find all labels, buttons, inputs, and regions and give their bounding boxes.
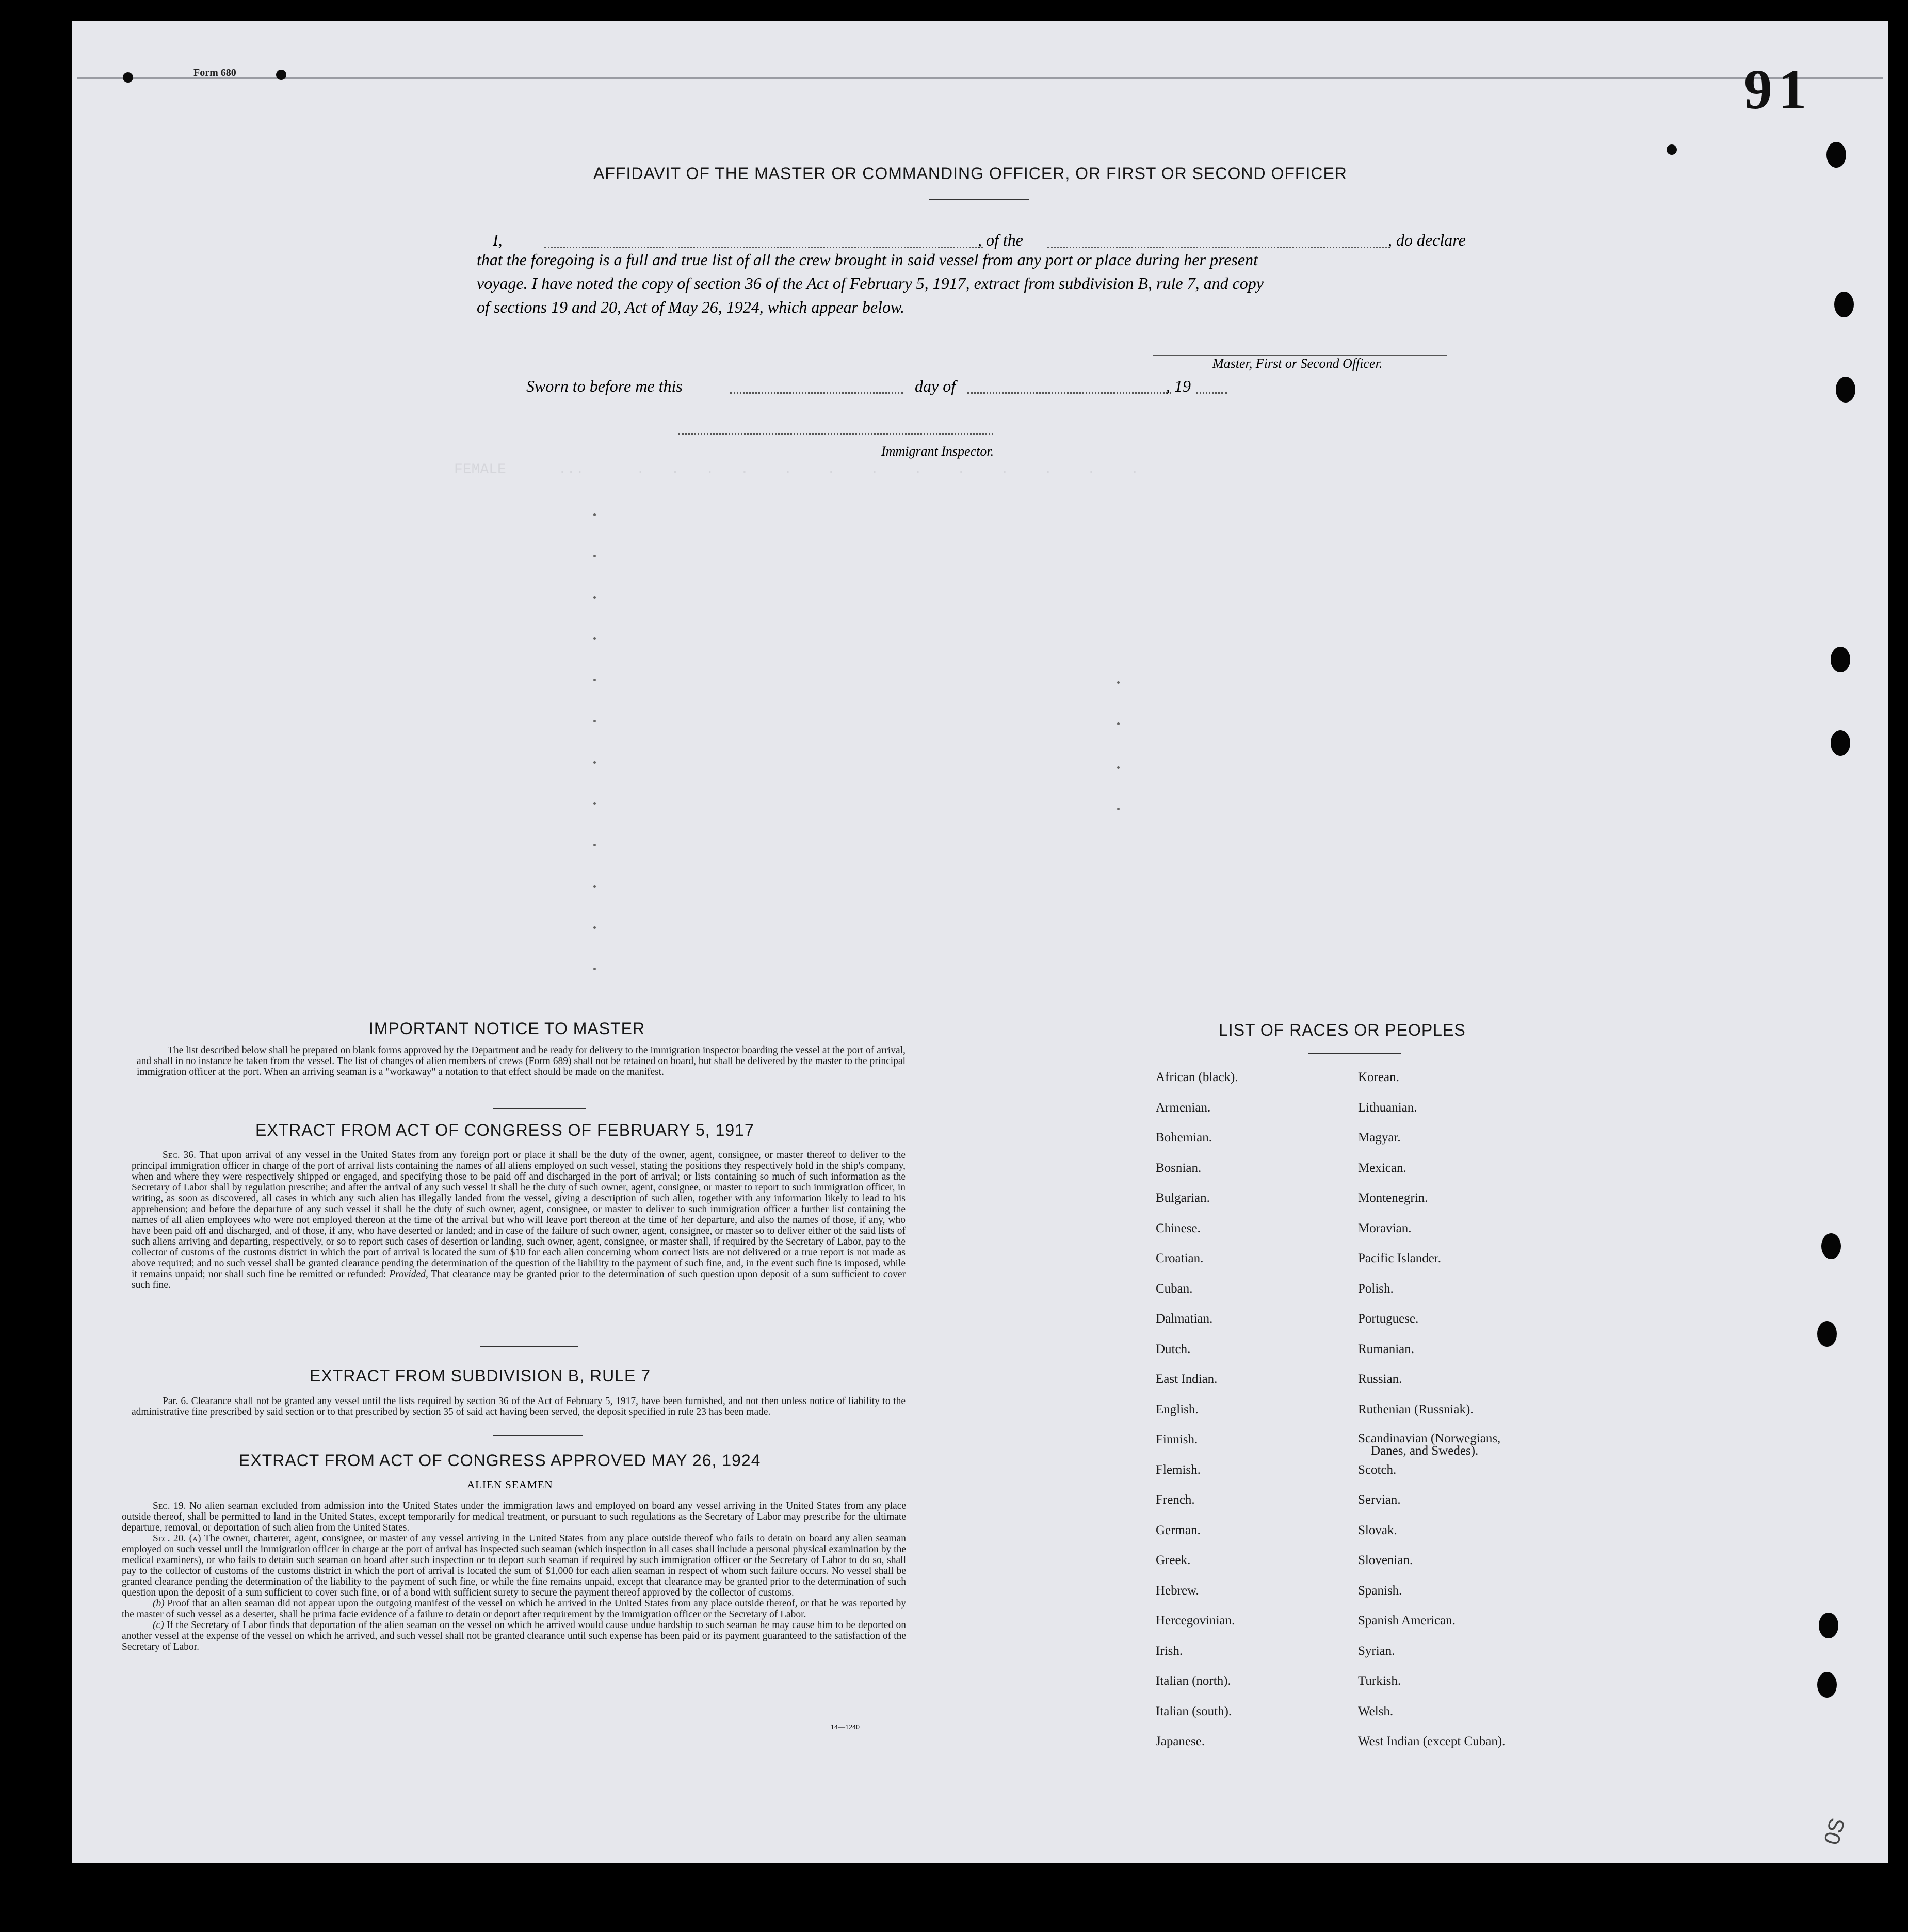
sworn-month-blank[interactable] bbox=[967, 392, 1171, 394]
race-entry: Dalmatian. bbox=[1156, 1312, 1213, 1326]
sec-20c-text: If the Secretary of Labor finds that deportation of the alien seaman on the vessel on which he arrived would cause undue hardship to such seaman he may cause him to be deported on another vessel at the expense of the vessel on which he arrived, and such vessel shall not be granted clearance until such expense has been paid or its payment guaranteed to the satisfaction of the Secretary of Labor. bbox=[122, 1620, 906, 1652]
sec-19-text: No alien seaman excluded from admission into the United States under the immigration laws and employed on board any vessel arriving in the United States from any place outside thereof, shall be permitted to land in the United States, except temporarily for medical treatment, or pursuant to such regulations as the Secretary of Labor may prescribe for the ultimate departure, removal, or deportation of such alien from the United States. bbox=[122, 1501, 906, 1533]
binder-mark bbox=[123, 72, 133, 83]
bleed-dot bbox=[1117, 808, 1120, 810]
race-entry: Croatian. bbox=[1156, 1251, 1204, 1265]
race-entry: Korean. bbox=[1358, 1070, 1399, 1084]
race-entry: Servian. bbox=[1358, 1493, 1401, 1507]
sworn-label: Sworn to before me this bbox=[526, 377, 683, 395]
race-entry: Bosnian. bbox=[1156, 1161, 1202, 1175]
punch-hole bbox=[1826, 142, 1846, 168]
bleed-dot bbox=[593, 802, 596, 805]
day-of-label: day of bbox=[915, 377, 956, 395]
bleed-dot bbox=[593, 637, 596, 640]
race-entry: Flemish. bbox=[1156, 1462, 1201, 1477]
sec-20a-text: The owner, charterer, agent, consignee, or master of any vessel arriving in the United States from any place outside thereof who fails to detain on board any alien seaman employed on such vessel until the immigration officer in charge at the port of arrival has inspected such seaman (which inspection in all cases shall include a personal physical examination by the medical examiners), or who fails to detain such seaman on board after such inspection or to deport such seaman if required by such immigration officer or the Secretary of Labor to do so, shall pay to the collector of customs of the customs district in which the port of arrival is located the sum of $1,000 for each alien seaman in respect of whom such failure occurs. No vessel shall be granted clearance pending the determination of the liability to the payment of such fine, or while the fine remains unpaid, except that clearance may be granted prior to the determination of such question upon the deposit of a sum sufficient to cover such fine, or of a bond with sufficient surety to secure the payment thereof approved by the collector of customs. bbox=[122, 1533, 906, 1598]
extract-1917-title: EXTRACT FROM ACT OF CONGRESS OF FEBRUARY 5, 1917 bbox=[255, 1121, 754, 1139]
race-entry: Irish. bbox=[1156, 1644, 1183, 1658]
race-entry: Cuban. bbox=[1156, 1281, 1193, 1296]
do-declare-label: , do declare bbox=[1388, 231, 1466, 249]
punch-hole bbox=[1817, 1672, 1837, 1698]
alien-seamen-subtitle: ALIEN SEAMEN bbox=[467, 1478, 553, 1491]
proviso-label: Provided, bbox=[389, 1269, 428, 1280]
race-entry: French. bbox=[1156, 1493, 1195, 1507]
i-label: I, bbox=[493, 231, 503, 249]
sec-36-text: That upon arrival of any vessel in the United States from any foreign port or place it shall be the duty of the owner, agent, consignee, or master thereof to deliver to the principal immigration officer in charge of the port of arrival lists containing the names of all aliens employed on such vessel, stating the positions they respectively hold in the ship's company, when and where they were respectively shipped or engaged, and specifying those to be paid off and discharged in the port of arrival; or lists containing so much of such information as the Secretary of Labor shall by regulation prescribe; and after the arrival of any such vessel it shall be the duty of such owner, agent, consignee, or master to report to such immigration officer, in writing, as soon as discovered, all cases in which any such alien has illegally landed from the vessel, giving a description of such alien, together with any information likely to lead to his apprehension; and before the departure of any such vessel it shall be the duty of such owner, agent, consignee, or master to deliver to such immigration officer a further list containing the names of all alien employees who were not employed thereon at the time of the arrival but who will leave port thereon at the time of her departure, and also the names of those, if any, who have been paid off and discharged, and of those, if any, who have deserted or landed; and in case of the failure of such owner, agent, consignee, or master so to deliver either of the said lists of such aliens arriving and departing, respectively, or so to report such cases of desertion or landing, such owner, agent, consignee, or master shall, if required by the Secretary of Labor, pay to the collector of customs of the customs district in which the port of arrival is located the sum of $10 for each alien concerning whom correct lists are not delivered or a true report is not made as above required; and no such vessel shall be granted clearance pending the determination of the question of the liability to the payment of such fine, and, in the event such fine is imposed, while it remains unpaid; nor shall such fine be remitted or refunded: bbox=[132, 1150, 906, 1280]
punch-hole bbox=[1836, 377, 1855, 403]
punch-hole bbox=[1831, 647, 1850, 672]
sec-36-label: Sec. 36. bbox=[163, 1150, 196, 1161]
race-entry: Lithuanian. bbox=[1358, 1100, 1417, 1115]
race-entry: Spanish. bbox=[1358, 1583, 1402, 1598]
race-entry: Italian (north). bbox=[1156, 1674, 1231, 1688]
punch-hole bbox=[1821, 1233, 1841, 1259]
race-entry: Finnish. bbox=[1156, 1432, 1198, 1446]
race-entry: Moravian. bbox=[1358, 1221, 1412, 1235]
declaration-line: of sections 19 and 20, Act of May 26, 1924, which appear below. bbox=[477, 298, 904, 316]
bleed-dot bbox=[593, 513, 596, 516]
races-title: LIST OF RACES OR PEOPLES bbox=[1219, 1021, 1466, 1039]
bleed-dot bbox=[593, 596, 596, 599]
race-entry: Russian. bbox=[1358, 1372, 1402, 1386]
race-entry: Mexican. bbox=[1358, 1161, 1406, 1175]
race-entry: Pacific Islander. bbox=[1358, 1251, 1442, 1265]
race-entry: Ruthenian (Russniak). bbox=[1358, 1402, 1474, 1416]
binder-mark bbox=[276, 70, 286, 80]
extract-1917-body bbox=[132, 1150, 906, 1291]
bleed-dot bbox=[593, 555, 596, 557]
printer-code: 14—1240 bbox=[831, 1724, 860, 1731]
extract-rule7-rule bbox=[493, 1435, 583, 1436]
bleed-dot bbox=[1117, 722, 1120, 725]
race-entry: Polish. bbox=[1358, 1281, 1394, 1296]
race-entry: Bohemian. bbox=[1156, 1131, 1212, 1145]
form-number: Form 680 bbox=[193, 67, 236, 78]
race-entry: Welsh. bbox=[1358, 1704, 1394, 1718]
inspector-label: Immigrant Inspector. bbox=[881, 444, 994, 459]
race-entry: Slovak. bbox=[1358, 1523, 1397, 1537]
race-entry: Scandinavian (Norwegians, Danes, and Swedes). bbox=[1358, 1431, 1501, 1458]
year-prefix: , 19 bbox=[1166, 377, 1191, 395]
declaration-line: that the foregoing is a full and true list of all the crew brought in said vessel from any port or place during her present bbox=[477, 250, 1258, 269]
extract-1924-body bbox=[122, 1501, 906, 1652]
bleed-dot bbox=[1117, 681, 1120, 684]
race-entry: West Indian (except Cuban). bbox=[1358, 1734, 1506, 1748]
sec-20b-label: (b) bbox=[153, 1598, 165, 1609]
sheet-edge bbox=[77, 77, 1883, 79]
punch-hole bbox=[1819, 1613, 1838, 1638]
bleed-dot bbox=[593, 926, 596, 929]
bleed-dot bbox=[1117, 766, 1120, 769]
race-entry: Spanish American. bbox=[1358, 1614, 1456, 1628]
of-the-label: , of the bbox=[978, 231, 1023, 249]
extract-rule7-title: EXTRACT FROM SUBDIVISION B, RULE 7 bbox=[310, 1366, 651, 1385]
extract-1917-rule bbox=[480, 1346, 578, 1347]
race-entry: Rumanian. bbox=[1358, 1342, 1415, 1356]
bleed-dot bbox=[593, 679, 596, 681]
race-entry: English. bbox=[1156, 1402, 1199, 1416]
race-entry: Hebrew. bbox=[1156, 1583, 1199, 1598]
extract-rule7-body: Par. 6. Clearance shall not be granted any vessel until the lists required by section 36 of the Act of February 5, 1917, have been furnished, and not then unless notice of liability to the administrative fine prescribed by said section or to that prescribed by section 35 of said act having been served, the deposit specified in rule 23 has been made. bbox=[132, 1396, 906, 1418]
punch-hole bbox=[1817, 1321, 1837, 1347]
bleed-dot bbox=[593, 968, 596, 970]
race-entry: Chinese. bbox=[1156, 1221, 1201, 1235]
declaration-text bbox=[477, 248, 1483, 319]
page-edge-number: 0S bbox=[1819, 1815, 1850, 1847]
race-entry: Scotch. bbox=[1358, 1462, 1397, 1477]
binder-mark bbox=[1667, 144, 1677, 155]
race-entry: Hercegovinian. bbox=[1156, 1614, 1235, 1628]
sec-20a-label: Sec. 20. (a) bbox=[153, 1533, 201, 1544]
race-entry: Portuguese. bbox=[1358, 1312, 1419, 1326]
race-entry: Bulgarian. bbox=[1156, 1191, 1210, 1205]
declaration-line: voyage. I have noted the copy of section 36 of the Act of February 5, 1917, extract from subdivision B, rule 7, and copy bbox=[477, 274, 1264, 293]
race-entry: East Indian. bbox=[1156, 1372, 1218, 1386]
bleed-dot bbox=[593, 761, 596, 764]
race-entry: Slovenian. bbox=[1358, 1553, 1413, 1567]
race-entry: Japanese. bbox=[1156, 1734, 1205, 1748]
race-entry: Syrian. bbox=[1358, 1644, 1395, 1658]
inspector-signature-line[interactable] bbox=[678, 433, 993, 435]
bleed-dot bbox=[593, 844, 596, 846]
notice-rule bbox=[493, 1108, 586, 1109]
corner-mark: 9 1 bbox=[1744, 58, 1803, 121]
bleed-through: FEMALE ... . . . . . . . . . . . . . bbox=[454, 462, 1139, 478]
race-entry: Magyar. bbox=[1358, 1131, 1401, 1145]
notice-body: The list described below shall be prepared on blank forms approved by the Department and be ready for delivery to the immigration inspector boarding the vessel at the port of arrival, and shall in no instance be taken from the vessel. The list of changes of alien members of crews (Form 689) shall not be retained on board, but shall be delivered by the master to the principal immigration officer at the port. When an arriving seaman is a "workaway" a notation to that effect should be made on the manifest. bbox=[137, 1045, 906, 1077]
title-rule bbox=[929, 199, 1029, 200]
master-signature-label: Master, First or Second Officer. bbox=[1212, 356, 1383, 371]
sec-20b-text: Proof that an alien seaman did not appear upon the outgoing manifest of the vessel on which he arrived in the United States from any place outside thereof, or that he was reported by the master of such vessel as a deserter, shall be prima facie evidence of a failure to detain or deport after requirement by the immigration officer or the Secretary of Labor. bbox=[122, 1598, 907, 1620]
race-entry: Greek. bbox=[1156, 1553, 1191, 1567]
proviso-text: That clearance may be granted prior to the determination of such question upon deposit of a sum sufficient to cover such fine. bbox=[132, 1269, 906, 1291]
sworn-day-blank[interactable] bbox=[730, 392, 903, 394]
race-entry: Turkish. bbox=[1358, 1674, 1401, 1688]
race-entry: Italian (south). bbox=[1156, 1704, 1232, 1718]
extract-1924-title: EXTRACT FROM ACT OF CONGRESS APPROVED MAY 26, 1924 bbox=[239, 1451, 761, 1470]
race-entry: Armenian. bbox=[1156, 1100, 1211, 1115]
races-title-rule bbox=[1308, 1053, 1401, 1054]
punch-hole bbox=[1834, 292, 1854, 317]
bleed-dot bbox=[593, 720, 596, 722]
sworn-year-blank[interactable] bbox=[1196, 392, 1227, 394]
race-entry: Dutch. bbox=[1156, 1342, 1191, 1356]
notice-title: IMPORTANT NOTICE TO MASTER bbox=[369, 1019, 645, 1038]
race-entry: Montenegrin. bbox=[1358, 1191, 1428, 1205]
bleed-dot bbox=[593, 885, 596, 888]
sec-20c-label: (c) bbox=[153, 1620, 164, 1631]
sec-19-label: Sec. 19. bbox=[153, 1501, 186, 1511]
affidavit-title: AFFIDAVIT OF THE MASTER OR COMMANDING OFFICER, OR FIRST OR SECOND OFFICER bbox=[593, 164, 1347, 183]
race-entry: German. bbox=[1156, 1523, 1201, 1537]
race-entry: African (black). bbox=[1156, 1070, 1238, 1084]
punch-hole bbox=[1831, 730, 1850, 756]
